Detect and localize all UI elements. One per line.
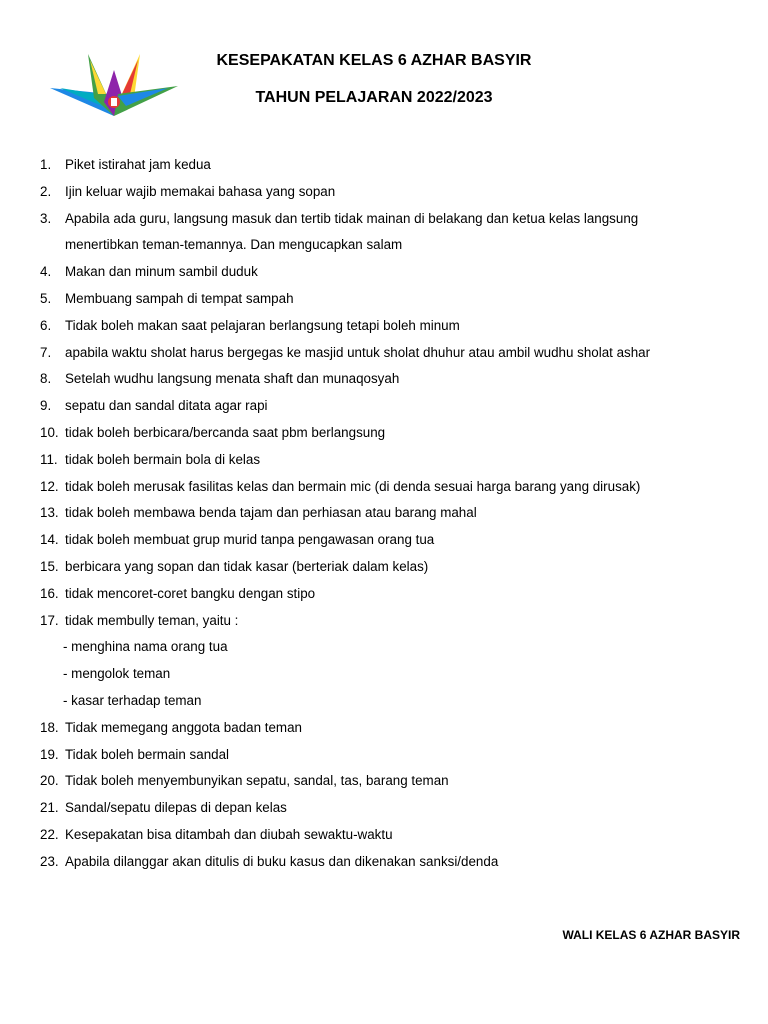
sub-list-item xyxy=(40,691,740,718)
item-number: 21. xyxy=(40,800,59,816)
list-item xyxy=(40,396,740,423)
list-item-continuation xyxy=(40,235,740,262)
item-number xyxy=(40,235,65,262)
item-number: 22. xyxy=(40,826,59,842)
item-text: Piket istirahat jam kedua xyxy=(65,157,211,172)
item-text: Tidak boleh bermain sandal xyxy=(65,746,230,762)
item-text: - kasar terhadap teman xyxy=(63,692,202,708)
item-text: berbicara yang sopan dan tidak kasar (berteriak dalam kelas) xyxy=(65,558,429,574)
item-text: sepatu dan sandal ditata agar rapi xyxy=(65,398,268,414)
list-item xyxy=(40,450,740,477)
list-item xyxy=(40,289,740,316)
item-number: 20. xyxy=(40,773,59,789)
list-item xyxy=(40,209,740,236)
item-text: tidak boleh bermain bola di kelas xyxy=(65,451,261,467)
item-number: 13. xyxy=(40,505,59,521)
list-item xyxy=(40,262,740,289)
item-text: Apabila dilanggar akan ditulis di buku kasus dan dikenakan sanksi/denda xyxy=(65,853,499,869)
item-text: - mengolok teman xyxy=(63,666,171,682)
list-item xyxy=(40,557,740,584)
item-number: 17. xyxy=(40,612,59,628)
item-number: 4. xyxy=(40,264,52,280)
item-text: tidak membully teman, yaitu : xyxy=(65,612,239,628)
list-item xyxy=(40,155,740,182)
list-item xyxy=(40,530,740,557)
item-text: Tidak boleh makan saat pelajaran berlangsung tetapi boleh minum xyxy=(65,317,460,333)
document-title: KESEPAKATAN KELAS 6 AZHAR BASYIR xyxy=(216,52,532,69)
item-text: Tidak boleh menyembunyikan sepatu, sandal, tas, barang teman xyxy=(65,773,449,789)
item-text: Sandal/sepatu dilepas di depan kelas xyxy=(65,800,287,816)
list-item xyxy=(40,825,740,852)
item-text: menertibkan teman-temannya. Dan mengucapkan salam xyxy=(65,237,403,253)
list-item xyxy=(40,316,740,343)
list-item xyxy=(40,771,740,798)
document-subtitle: TAHUN PELAJARAN 2022/2023 xyxy=(255,89,493,106)
list-item xyxy=(40,343,740,370)
item-text: Membuang sampah di tempat sampah xyxy=(65,290,294,306)
item-number: 18. xyxy=(40,719,59,735)
list-item xyxy=(40,852,740,879)
item-number: 15. xyxy=(40,558,59,574)
item-number: 5. xyxy=(40,290,52,306)
list-item xyxy=(40,798,740,825)
list-item xyxy=(40,477,740,504)
list-item xyxy=(40,182,740,209)
item-text: Kesepakatan bisa ditambah dan diubah sewaktu-waktu xyxy=(65,826,393,842)
item-number: 1. xyxy=(40,157,52,172)
item-text: tidak boleh membawa benda tajam dan perhiasan atau barang mahal xyxy=(65,505,477,521)
item-number: 12. xyxy=(40,478,59,494)
item-number: 2. xyxy=(40,183,52,199)
sub-list-item xyxy=(40,637,740,664)
item-number: 8. xyxy=(40,371,52,387)
item-text: apabila waktu sholat harus bergegas ke masjid untuk sholat dhuhur atau ambil wudhu sholat ashar xyxy=(65,344,651,360)
rules-list xyxy=(40,155,740,879)
item-text: Apabila ada guru, langsung masuk dan tertib tidak mainan di belakang dan ketua kelas langsung xyxy=(65,210,639,226)
item-number: 7. xyxy=(40,344,52,360)
item-number: 11. xyxy=(40,451,58,467)
list-item xyxy=(40,369,740,396)
item-text: - menghina nama orang tua xyxy=(63,639,228,655)
signature-label: WALI KELAS 6 AZHAR BASYIR xyxy=(562,928,740,942)
item-text: tidak boleh merusak fasilitas kelas dan bermain mic (di denda sesuai harga barang yang dirusak) xyxy=(65,478,641,494)
item-number: 3. xyxy=(40,210,52,226)
item-text: Ijin keluar wajib memakai bahasa yang sopan xyxy=(65,183,336,199)
item-number: 23. xyxy=(40,853,59,869)
list-item xyxy=(40,718,740,745)
item-number: 9. xyxy=(40,398,52,414)
list-item xyxy=(40,611,740,638)
list-item xyxy=(40,584,740,611)
item-text: tidak boleh membuat grup murid tanpa pengawasan orang tua xyxy=(65,532,435,548)
sub-list-item xyxy=(40,664,740,691)
item-number: 19. xyxy=(40,746,59,762)
item-text: Makan dan minum sambil duduk xyxy=(65,264,258,280)
item-number: 6. xyxy=(40,317,52,333)
list-item xyxy=(40,423,740,450)
item-number: 16. xyxy=(40,585,59,601)
item-text: Tidak memegang anggota badan teman xyxy=(65,719,302,735)
list-item xyxy=(40,503,740,530)
item-text: tidak boleh berbicara/bercanda saat pbm berlangsung xyxy=(65,424,386,440)
item-number: 10. xyxy=(40,424,59,440)
item-text: tidak mencoret-coret bangku dengan stipo xyxy=(65,585,316,601)
list-item xyxy=(40,745,740,772)
item-text: Setelah wudhu langsung menata shaft dan munaqosyah xyxy=(65,371,400,387)
item-number: 14. xyxy=(40,532,59,548)
